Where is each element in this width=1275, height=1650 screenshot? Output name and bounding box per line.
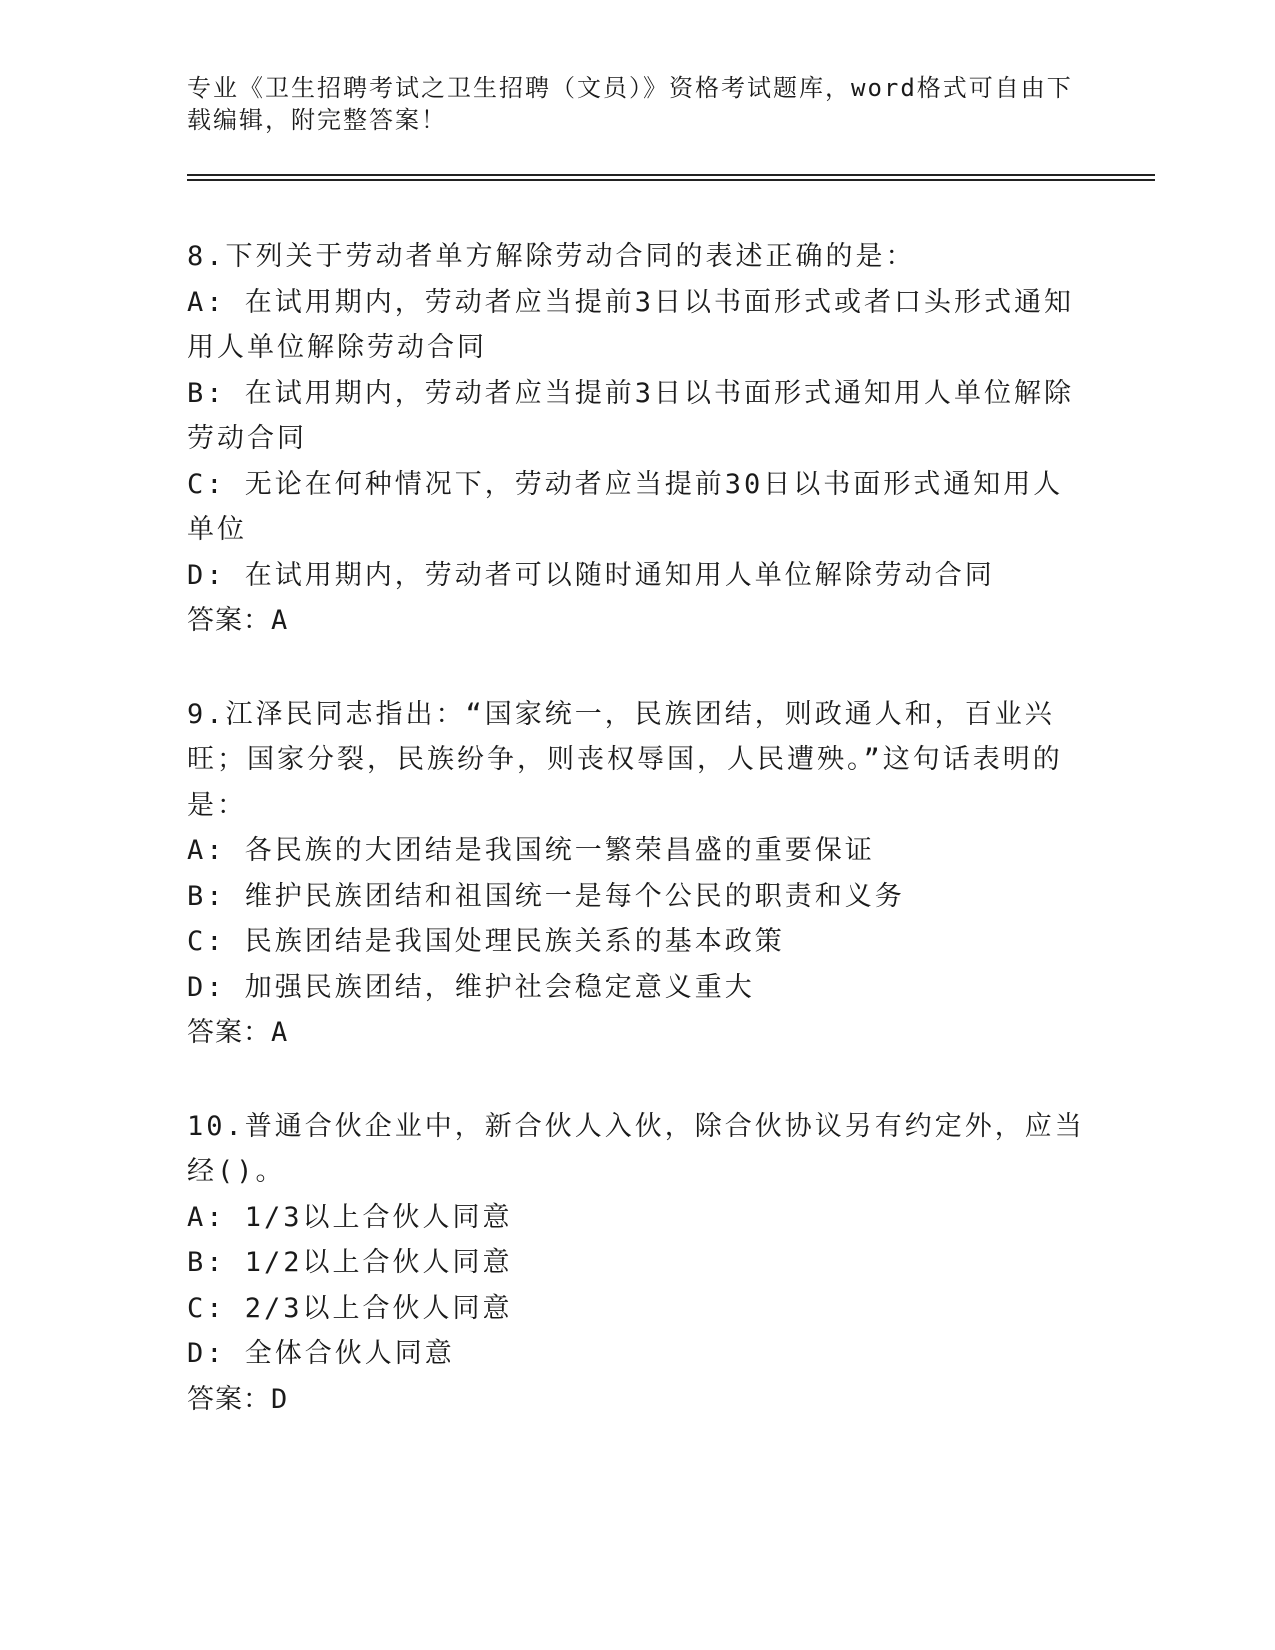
answer-label: 答案： [187,1383,271,1415]
option-c: C: 2/3以上合伙人同意 [187,1292,513,1324]
question-stem: 9.江泽民同志指出：“国家统一，民族团结，则政通人和，百业兴旺；国家分裂，民族纷争，则丧权辱国，人民遭殃。”这句话表明的是： [187,698,1063,821]
answer-value: D [271,1383,289,1415]
option-a: A: 1/3以上合伙人同意 [187,1201,513,1233]
option-d: D: 全体合伙人同意 [187,1338,455,1369]
option-a: A: 在试用期内，劳动者应当提前3日以书面形式或者口头形式通知用人单位解除劳动合同 [187,286,1075,363]
option-d: D: 在试用期内，劳动者可以随时通知用人单位解除劳动合同 [187,559,995,591]
answer-line [187,1377,1087,1423]
option-b: B: 1/2以上合伙人同意 [187,1247,513,1278]
question-stem: 8.下列关于劳动者单方解除劳动合同的表述正确的是： [187,241,916,272]
question-9 [187,692,1087,1056]
option-b: B: 在试用期内，劳动者应当提前3日以书面形式通知用人单位解除劳动合同 [187,377,1075,454]
question-8 [187,234,1087,644]
answer-value: A [271,605,289,636]
question-stem: 10.普通合伙企业中，新合伙人入伙，除合伙协议另有约定外，应当经()。 [187,1110,1085,1187]
option-a: A: 各民族的大团结是我国统一繁荣昌盛的重要保证 [187,835,875,866]
question-10 [187,1104,1087,1423]
answer-value: A [271,1017,289,1048]
header-double-rule [187,174,1155,181]
option-c: C: 民族团结是我国处理民族关系的基本政策 [187,926,785,957]
answer-label: 答案： [187,1017,271,1048]
answer-line [187,1010,1087,1056]
option-c: C: 无论在何种情况下，劳动者应当提前30日以书面形式通知用人单位 [187,468,1064,545]
question-list [187,234,1087,1470]
answer-line [187,598,1087,644]
option-d: D: 加强民族团结，维护社会稳定意义重大 [187,971,755,1003]
answer-label: 答案： [187,605,271,636]
option-b: B: 维护民族团结和祖国统一是每个公民的职责和义务 [187,880,905,912]
document-header: 专业《卫生招聘考试之卫生招聘（文员）》资格考试题库，word格式可自由下载编辑，附完整答案！ [187,74,1073,134]
